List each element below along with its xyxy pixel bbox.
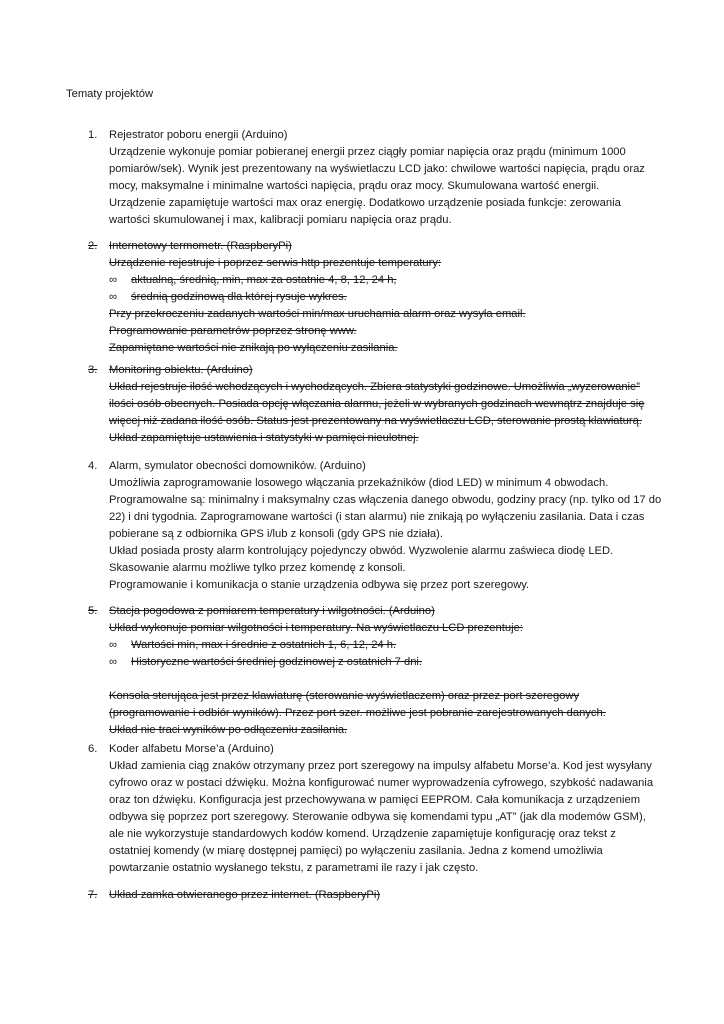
item-text-line: (programowanie i odbiór wyników). Przez port szer. możliwe jest pobranie zarejestrowanych danych. bbox=[109, 707, 606, 719]
item-text-line: Programowalne są: minimalny i maksymalny czas włączenia danego obwodu, godziny pracy (np. tylko od 17 do bbox=[109, 494, 662, 506]
item-text-line: Układ zapamiętuje ustawienia i statystyki w pamięci nieulotnej. bbox=[109, 432, 419, 444]
item-text-line: Programowanie i komunikacja o stanie urządzenia odbywa się przez port szeregowy. bbox=[109, 579, 530, 591]
item-title: Układ zamka otwieranego przez internet. (RaspberyPi) bbox=[109, 889, 381, 901]
item-text-line: Układ zamienia ciąg znaków otrzymany przez port szeregowy na impulsy alfabetu Morse’a. Kod jest wysyłany bbox=[109, 760, 652, 772]
item-number: 3. bbox=[88, 364, 98, 376]
item-number: 4. bbox=[88, 460, 98, 472]
item-text-line: Konsola sterująca jest przez klawiaturę (sterowanie wyświetlaczem) oraz przez port szeregowy bbox=[109, 690, 580, 702]
document-title: Tematy projektów bbox=[66, 88, 154, 100]
item-text-line: pobierane są z odbiornika GPS i/lub z konsoli (gdy GPS nie działa). bbox=[109, 528, 443, 540]
item-text-line: powtarzanie ostatnio wysłanego tekstu, z parametrami ile razy i jak często. bbox=[109, 862, 479, 874]
item-number: 7. bbox=[88, 889, 98, 901]
item-body bbox=[109, 238, 669, 357]
item-title: Alarm, symulator obecności domowników. (Arduino) bbox=[109, 460, 366, 472]
item-text-line: ilości osób obecnych. Posiada opcję włączania alarmu, jeżeli w wybranych godzinach wewnątrz znajduje się bbox=[109, 398, 645, 410]
item-body bbox=[109, 362, 669, 447]
item-number: 1. bbox=[88, 129, 98, 141]
bullet-text: średnią godzinową dla której rysuje wykres. bbox=[131, 291, 347, 303]
item-number: 6. bbox=[88, 743, 98, 755]
item-text-line: Umożliwia zaprogramowanie losowego włączania przekaźników (diod LED) w minimum 4 obwodach. bbox=[109, 477, 609, 489]
infinity-bullet-icon: ∞ bbox=[109, 656, 117, 668]
item-text-line: Urządzenie wykonuje pomiar pobieranej energii przez ciągły pomiar napięcia oraz prądu (minimum 1000 bbox=[109, 146, 626, 158]
bullet-text: Wartości min, max i średnie z ostatnich 1, 6, 12, 24 h. bbox=[131, 639, 397, 651]
bullet-item bbox=[109, 289, 669, 306]
item-title: Rejestrator poboru energii (Arduino) bbox=[109, 129, 288, 141]
item-text-line: odbywa się poprzez port szeregowy. Sterowanie odbywa się komendami typu „AT” (jak dla modemów GSM), bbox=[109, 811, 646, 823]
item-title: Internetowy termometr. (RaspberyPi) bbox=[109, 240, 292, 252]
item-text-line: wartości skumulowanej i max, kalibracji pomiaru napięcia oraz prądu. bbox=[109, 214, 452, 226]
item-text-line: Zapamiętane wartości nie znikają po wyłączeniu zasilania. bbox=[109, 342, 398, 354]
item-text-line: Układ nie traci wyników po odłączeniu zasilania. bbox=[109, 724, 348, 736]
item-text-line: ostatniej komendy (w miarę dostępnej pamięci) po wyłączeniu zasilania. Jedna z komend umożliwia bbox=[109, 845, 603, 857]
item-body bbox=[109, 603, 669, 739]
item-text-line: Programowanie parametrów poprzez stronę www. bbox=[109, 325, 357, 337]
item-body bbox=[109, 887, 669, 904]
item-text-line: Układ wykonuje pomiar wilgotności i temperatury. Na wyświetlaczu LCD prezentuje: bbox=[109, 622, 523, 634]
item-text-line: Przy przekroczeniu zadanych wartości min/max uruchamia alarm oraz wysyła email. bbox=[109, 308, 526, 320]
item-text-line: Skasowanie alarmu możliwe tylko przez komendę z konsoli. bbox=[109, 562, 406, 574]
item-number: 5. bbox=[88, 605, 98, 617]
item-body bbox=[109, 127, 669, 229]
bullet-text: Historyczne wartości średniej godzinowej z ostatnich 7 dni. bbox=[131, 656, 423, 668]
item-text-line: Układ rejestruje ilość wchodzących i wychodzących. Zbiera statystyki godzinowe. Umożliwia „wyzerowanie” bbox=[109, 381, 640, 393]
item-body bbox=[109, 458, 669, 594]
bullet-item bbox=[109, 637, 669, 654]
item-text-line: Urządzenie zapamiętuje wartości max oraz energię. Dodatkowo urządzenie posiada funkcje: zerowania bbox=[109, 197, 621, 209]
bullet-item bbox=[109, 272, 669, 289]
item-text-line: Układ posiada prosty alarm kontrolujący pojedynczy obwód. Wyzwolenie alarmu zaświeca diodę LED. bbox=[109, 545, 614, 557]
item-text-line bbox=[109, 671, 669, 688]
infinity-bullet-icon: ∞ bbox=[109, 639, 117, 651]
item-text-line: Urządzenie rejestruje i poprzez serwis http prezentuje temperatury: bbox=[109, 257, 442, 269]
bullet-text: aktualną, średnią, min, max za ostatnie 4, 8, 12, 24 h, bbox=[131, 274, 397, 286]
infinity-bullet-icon: ∞ bbox=[109, 291, 117, 303]
item-title: Stacja pogodowa z pomiarem temperatury i wilgotności. (Arduino) bbox=[109, 605, 435, 617]
item-number: 2. bbox=[88, 240, 98, 252]
item-text-line: 22) i dni tygodnia. Zaprogramowane wartości (i stan alarmu) nie znikają po wyłączeniu zasilania. Data i czas bbox=[109, 511, 645, 523]
item-body bbox=[109, 741, 669, 877]
item-text-line: ale nie wykorzystuje standardowych kodów komend. Urządzenie zapamiętuje konfigurację oraz tekst z bbox=[109, 828, 616, 840]
bullet-item bbox=[109, 654, 669, 671]
item-text-line: więcej niż zadana ilość osób. Status jest prezentowany na wyświetlaczu LCD, sterowanie prostą klawiaturą. bbox=[109, 415, 642, 427]
item-text-line: mocy, maksymalne i minimalne wartości napięcia, prądu oraz mocy. Skumulowana wartość energii. bbox=[109, 180, 600, 192]
item-text-line: cyfrowo oraz w postaci dźwięku. Można konfigurować numer wyprowadzenia cyfrowego, szybkość nadawania bbox=[109, 777, 654, 789]
item-title: Monitoring obiektu. (Arduino) bbox=[109, 364, 253, 376]
item-text-line: pomiarów/sek). Wynik jest prezentowany na wyświetlaczu LCD jako: chwilowe wartości napięcia, prądu oraz bbox=[109, 163, 645, 175]
item-text-line: oraz ton dźwięku. Konfiguracja jest przechowywana w pamięci EEPROM. Cała komunikacja z urządzeniem bbox=[109, 794, 641, 806]
infinity-bullet-icon: ∞ bbox=[109, 274, 117, 286]
item-title: Koder alfabetu Morse’a (Arduino) bbox=[109, 743, 274, 755]
